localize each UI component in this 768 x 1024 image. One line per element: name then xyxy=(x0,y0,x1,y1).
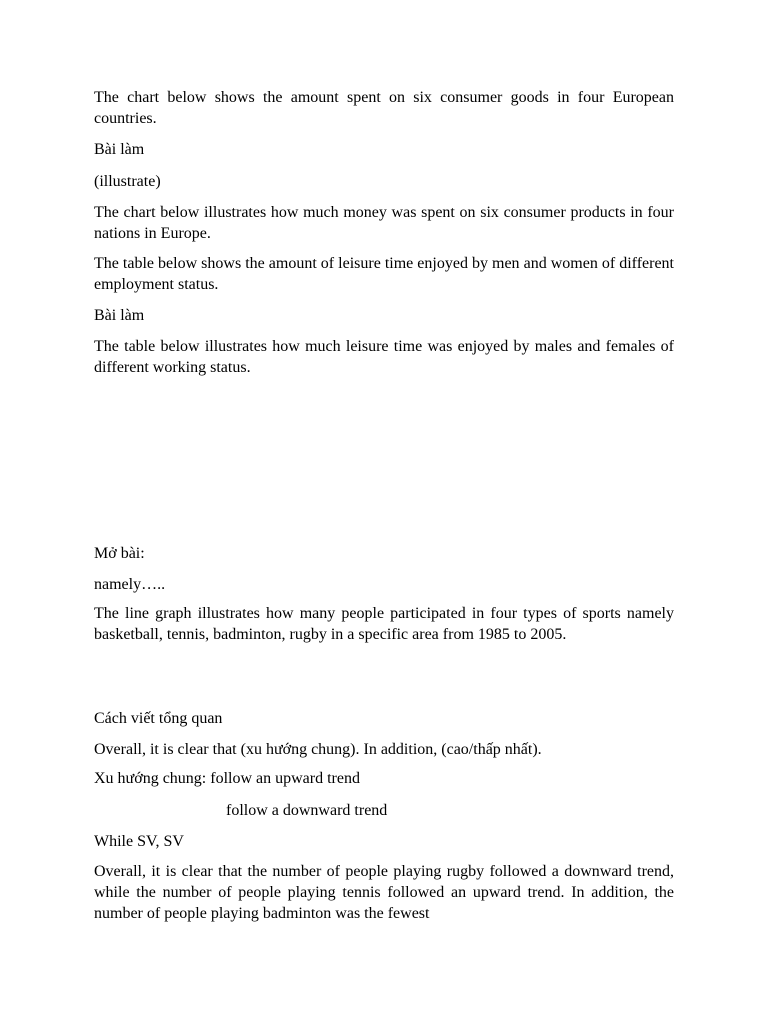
note-namely: namely….. xyxy=(94,576,166,593)
task-prompt-chart: The chart below shows the amount spent on six consumer goods in four European countries. xyxy=(94,89,674,127)
heading-bai-lam-2: Bài làm xyxy=(94,307,145,324)
answer-table: The table below illustrates how much leisure time was enjoyed by males and females of different working status. xyxy=(94,338,674,376)
answer-overview: Overall, it is clear that the number of people playing rugby followed a downward trend, while the number of people playing tennis followed an upward trend. In addition, the number of people playing badminton was the fewest xyxy=(94,863,674,922)
answer-line-graph: The line graph illustrates how many people participated in four types of sports namely basketball, tennis, badminton, rugby in a specific area from 1985 to 2005. xyxy=(94,605,674,643)
answer-chart: The chart below illustrates how much money was spent on six consumer products in four nations in Europe. xyxy=(94,204,674,242)
heading-mo-bai: Mở bài: xyxy=(94,545,145,562)
heading-overview: Cách viết tổng quan xyxy=(94,710,223,727)
note-while: While SV, SV xyxy=(94,833,184,850)
overview-template: Overall, it is clear that (xu hướng chung). In addition, (cao/thấp nhất). xyxy=(94,741,542,758)
vocab-note-illustrate: (illustrate) xyxy=(94,173,161,190)
trend-upward: Xu hướng chung: follow an upward trend xyxy=(94,770,360,787)
trend-downward: follow a downward trend xyxy=(226,802,388,819)
heading-bai-lam: Bài làm xyxy=(94,141,145,158)
task-prompt-table: The table below shows the amount of leisure time enjoyed by men and women of different employment status. xyxy=(94,255,674,293)
